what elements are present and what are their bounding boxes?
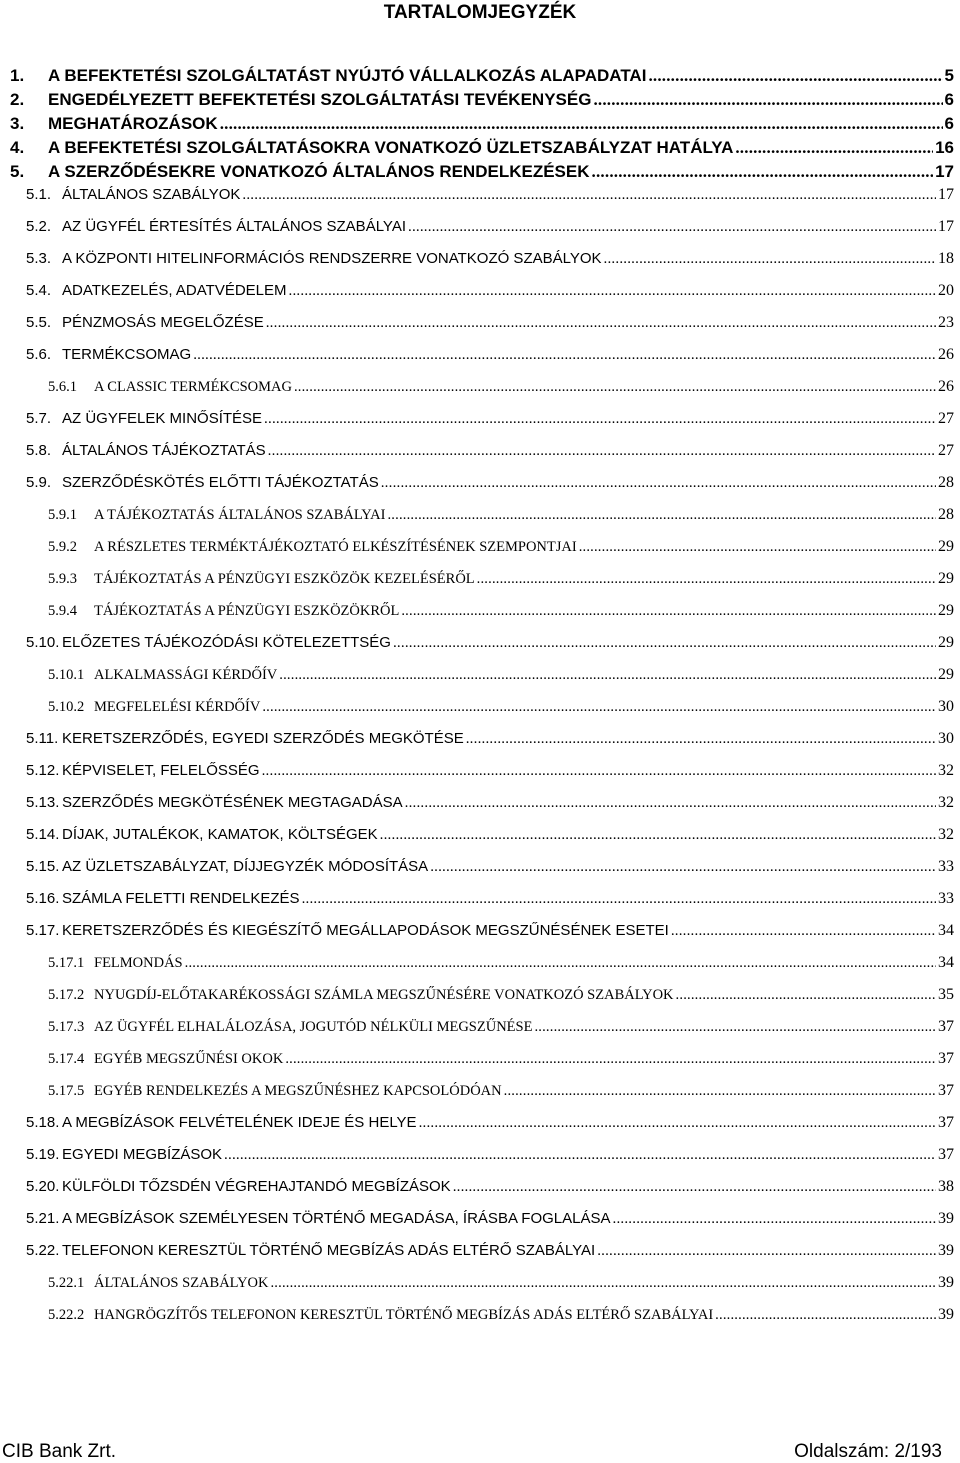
toc-dot-leader (604, 251, 936, 268)
toc-entry[interactable] (0, 1178, 960, 1196)
toc-dot-leader (676, 987, 936, 1004)
toc-entry-number: 5.17.4 (48, 1051, 85, 1067)
toc-entry[interactable] (0, 250, 960, 268)
toc-entry-label: TELEFONON KERESZTÜL TÖRTÉNŐ MEGBÍZÁS ADÁS ELTÉRŐ SZABÁLYAI (62, 1242, 596, 1259)
toc-dot-leader (279, 667, 936, 684)
toc-entry-page: 6 (944, 90, 954, 109)
toc-entry-label: ALKALMASSÁGI KÉRDŐÍV (94, 667, 278, 683)
toc-entry-label: SZERZŐDÉSKÖTÉS ELŐTTI TÁJÉKOZTATÁS (62, 474, 379, 491)
toc-entry-label: FELMONDÁS (94, 955, 183, 971)
toc-entry-number: 5.13. (26, 794, 60, 811)
toc-entry-label: ÁLTALÁNOS TÁJÉKOZTATÁS (62, 442, 266, 459)
toc-entry-label: HANGRÖGZÍTŐS TELEFONON KERESZTÜL TÖRTÉNŐ MEGBÍZÁS ADÁS ELTÉRŐ SZABÁLYAI (94, 1307, 714, 1323)
toc-entry[interactable] (0, 698, 960, 716)
toc-dot-leader (302, 891, 936, 908)
toc-entry-page: 37 (938, 1146, 954, 1163)
toc-entry-label: KÉPVISELET, FELELŐSSÉG (62, 762, 260, 779)
toc-entry-number: 5.17.3 (48, 1019, 85, 1035)
toc-entry-number: 5.22.1 (48, 1275, 85, 1291)
toc-entry[interactable] (0, 186, 960, 204)
toc-entry[interactable] (0, 762, 960, 780)
toc-entry-label: AZ ÜGYFÉL ÉRTESÍTÉS ÁLTALÁNOS SZABÁLYAI (62, 218, 406, 235)
toc-entry[interactable] (0, 410, 960, 428)
toc-entry-label: KÜLFÖLDI TŐZSDÉN VÉGREHAJTANDÓ MEGBÍZÁSOK (62, 1178, 451, 1195)
toc-dot-leader (401, 603, 936, 620)
toc-entry[interactable] (0, 506, 960, 524)
toc-dot-leader (504, 1083, 936, 1100)
toc-entry-label: DÍJAK, JUTALÉKOK, KAMATOK, KÖLTSÉGEK (62, 826, 378, 843)
toc-entry-page: 27 (938, 442, 954, 459)
toc-entry[interactable] (0, 826, 960, 844)
toc-entry[interactable] (0, 90, 960, 110)
toc-entry-page: 28 (938, 474, 954, 491)
toc-entry-number: 5.6.1 (48, 379, 77, 395)
toc-entry-number: 5.3. (26, 250, 52, 267)
toc-entry-label: ÁLTALÁNOS SZABÁLYOK (62, 186, 241, 203)
toc-entry-page: 28 (938, 506, 954, 523)
toc-entry[interactable] (0, 1114, 960, 1132)
toc-entry[interactable] (0, 794, 960, 812)
toc-entry[interactable] (0, 66, 960, 86)
toc-entry-number: 5.22.2 (48, 1307, 85, 1323)
toc-entry-number: 5.21. (26, 1210, 60, 1227)
toc-entry-label: MEGHATÁROZÁSOK (48, 114, 218, 133)
toc-entry-page: 34 (938, 922, 954, 939)
toc-entry-page: 37 (938, 1082, 954, 1099)
toc-entry-page: 37 (938, 1050, 954, 1067)
toc-entry[interactable] (0, 114, 960, 134)
toc-entry-number: 5.6. (26, 346, 52, 363)
toc-dot-leader (408, 219, 936, 236)
toc-entry-label: A MEGBÍZÁSOK FELVÉTELÉNEK IDEJE ÉS HELYE (62, 1114, 417, 1131)
toc-dot-leader (268, 443, 936, 460)
toc-entry-label: SZERZŐDÉS MEGKÖTÉSÉNEK MEGTAGADÁSA (62, 794, 403, 811)
toc-entry-page: 29 (938, 634, 954, 651)
toc-entry-number: 5.22. (26, 1242, 60, 1259)
toc-entry[interactable] (0, 634, 960, 652)
toc-entry-label: EGYÉB RENDELKEZÉS A MEGSZŰNÉSHEZ KAPCSOLÓDÓAN (94, 1083, 502, 1099)
toc-entry-page: 35 (938, 986, 954, 1003)
toc-dot-leader (466, 731, 936, 748)
toc-dot-leader (380, 827, 936, 844)
toc-dot-leader (405, 795, 936, 812)
toc-entry-label: KERETSZERZŐDÉS, EGYEDI SZERZŐDÉS MEGKÖTÉSE (62, 730, 464, 747)
toc-entry-page: 17 (938, 186, 954, 203)
toc-entry-label: SZÁMLA FELETTI RENDELKEZÉS (62, 890, 300, 907)
toc-entry-number: 4. (10, 138, 25, 157)
toc-entry[interactable] (0, 1242, 960, 1260)
page-title: TARTALOMJEGYZÉK (383, 2, 577, 23)
toc-entry-number: 5.17.2 (48, 987, 85, 1003)
toc-dot-leader (613, 1211, 937, 1228)
toc-entry-page: 33 (938, 858, 954, 875)
toc-dot-leader (453, 1179, 936, 1196)
toc-entry-label: A BEFEKTETÉSI SZOLGÁLTATÁSOKRA VONATKOZÓ ÜZLETSZABÁLYZAT HATÁLYA (48, 138, 734, 157)
toc-entry[interactable] (0, 602, 960, 620)
toc-entry-page: 20 (938, 282, 954, 299)
toc-dot-leader (534, 1019, 936, 1036)
toc-dot-leader (262, 699, 936, 716)
toc-entry[interactable] (0, 858, 960, 876)
toc-entry[interactable] (0, 538, 960, 556)
toc-entry-label: A BEFEKTETÉSI SZOLGÁLTATÁST NYÚJTÓ VÁLLALKOZÁS ALAPADATAI (48, 66, 647, 85)
toc-dot-leader (266, 315, 936, 332)
toc-entry-page: 39 (938, 1306, 954, 1323)
toc-dot-leader (592, 162, 934, 182)
toc-entry-page: 16 (935, 138, 954, 157)
toc-entry-number: 5.9.3 (48, 571, 77, 587)
toc-entry-label: A MEGBÍZÁSOK SZEMÉLYESEN TÖRTÉNŐ MEGADÁSA, ÍRÁSBA FOGLALÁSA (62, 1210, 611, 1227)
toc-entry-number: 5.1. (26, 186, 52, 203)
toc-entry-page: 39 (938, 1242, 954, 1259)
toc-entry[interactable] (0, 1274, 960, 1292)
toc-entry-label: TERMÉKCSOMAG (62, 346, 192, 363)
toc-entry-label: ÁLTALÁNOS SZABÁLYOK (94, 1275, 269, 1291)
toc-entry-number: 5.10.2 (48, 699, 85, 715)
toc-entry[interactable] (0, 666, 960, 684)
toc-entry-page: 39 (938, 1210, 954, 1227)
toc-entry-label: AZ ÜZLETSZABÁLYZAT, DÍJJEGYZÉK MÓDOSÍTÁSA (62, 858, 429, 875)
toc-entry[interactable] (0, 1018, 960, 1036)
toc-dot-leader (430, 859, 936, 876)
footer-page-number: Oldalszám: 2/193 (794, 1441, 942, 1462)
toc-entry-number: 5.9. (26, 474, 52, 491)
toc-dot-leader (193, 347, 936, 364)
toc-dot-leader (387, 507, 936, 524)
toc-dot-leader (262, 763, 936, 780)
toc-entry-page: 17 (935, 162, 954, 181)
toc-entry-page: 39 (938, 1274, 954, 1291)
toc-entry-number: 5.2. (26, 218, 52, 235)
toc-entry[interactable] (0, 378, 960, 396)
toc-entry[interactable] (0, 282, 960, 300)
toc-dot-leader (220, 114, 943, 134)
toc-dot-leader (381, 475, 936, 492)
toc-entry-page: 38 (938, 1178, 954, 1195)
toc-entry-number: 5.9.4 (48, 603, 77, 619)
toc-entry-page: 29 (938, 538, 954, 555)
toc-entry-label: NYUGDÍJ-ELŐTAKARÉKOSSÁGI SZÁMLA MEGSZŰNÉSÉRE VONATKOZÓ SZABÁLYOK (94, 987, 674, 1003)
toc-entry-page: 5 (944, 66, 954, 85)
toc-entry-number: 3. (10, 114, 25, 133)
toc-entry-page: 17 (938, 218, 954, 235)
toc-dot-leader (579, 539, 936, 556)
toc-dot-leader (289, 283, 936, 300)
toc-entry-label: A RÉSZLETES TERMÉKTÁJÉKOZTATÓ ELKÉSZÍTÉSÉNEK SZEMPONTJAI (94, 539, 577, 555)
toc-entry[interactable] (0, 570, 960, 588)
toc-dot-leader (264, 411, 936, 428)
toc-entry-label: KERETSZERZŐDÉS ÉS KIEGÉSZÍTŐ MEGÁLLAPODÁSOK MEGSZŰNÉSÉNEK ESETEI (62, 922, 669, 939)
toc-entry-page: 32 (938, 794, 954, 811)
toc-dot-leader (185, 955, 936, 972)
toc-dot-leader (294, 379, 936, 396)
toc-dot-leader (419, 1115, 936, 1132)
toc-entry-number: 5.15. (26, 858, 60, 875)
toc-entry-number: 1. (10, 66, 25, 85)
toc-entry[interactable] (0, 1210, 960, 1228)
toc-entry-number: 5.7. (26, 410, 52, 427)
toc-entry-label: A KÖZPONTI HITELINFORMÁCIÓS RENDSZERRE VONATKOZÓ SZABÁLYOK (62, 250, 602, 267)
toc-entry-page: 33 (938, 890, 954, 907)
toc-dot-leader (597, 1243, 936, 1260)
toc-entry-page: 23 (938, 314, 954, 331)
toc-dot-leader (224, 1147, 936, 1164)
toc-entry-label: EGYEDI MEGBÍZÁSOK (62, 1146, 223, 1163)
toc-entry-number: 5.18. (26, 1114, 60, 1131)
toc-entry[interactable] (0, 346, 960, 364)
toc-entry-label: A TÁJÉKOZTATÁS ÁLTALÁNOS SZABÁLYAI (94, 507, 386, 523)
toc-entry-page: 29 (938, 666, 954, 683)
toc-entry-number: 5.14. (26, 826, 60, 843)
toc-entry-page: 6 (944, 114, 954, 133)
toc-dot-leader (715, 1307, 936, 1324)
footer-company: CIB Bank Zrt. (2, 1441, 117, 1462)
toc-entry[interactable] (0, 986, 960, 1004)
toc-entry[interactable] (0, 1306, 960, 1324)
toc-dot-leader (648, 66, 942, 86)
toc-entry-number: 5.4. (26, 282, 52, 299)
toc-entry-page: 27 (938, 410, 954, 427)
toc-entry-number: 5.9.2 (48, 539, 77, 555)
toc-entry-label: TÁJÉKOZTATÁS A PÉNZÜGYI ESZKÖZÖKRŐL (94, 603, 400, 619)
toc-dot-leader (593, 90, 942, 110)
toc-entry-number: 5.8. (26, 442, 52, 459)
toc-entry-number: 5.5. (26, 314, 52, 331)
toc-entry-label: A CLASSIC TERMÉKCSOMAG (94, 379, 292, 395)
toc-entry-number: 2. (10, 90, 25, 109)
toc-entry[interactable] (0, 1146, 960, 1164)
toc-entry[interactable] (0, 1082, 960, 1100)
toc-entry-number: 5.12. (26, 762, 60, 779)
toc-entry-label: ENGEDÉLYEZETT BEFEKTETÉSI SZOLGÁLTATÁSI TEVÉKENYSÉG (48, 90, 592, 109)
toc-entry[interactable] (0, 314, 960, 332)
toc-entry-page: 30 (938, 698, 954, 715)
toc-entry-label: TÁJÉKOZTATÁS A PÉNZÜGYI ESZKÖZÖK KEZELÉSÉRŐL (94, 571, 475, 587)
toc-entry-page: 37 (938, 1018, 954, 1035)
toc-entry[interactable] (0, 442, 960, 460)
toc-entry-label: AZ ÜGYFELEK MINŐSÍTÉSE (62, 410, 263, 427)
toc-entry-page: 29 (938, 602, 954, 619)
toc-dot-leader (671, 923, 936, 940)
toc-entry-number: 5.10.1 (48, 667, 85, 683)
toc-entry-label: A SZERZŐDÉSEKRE VONATKOZÓ ÁLTALÁNOS RENDELKEZÉSEK (48, 162, 590, 181)
toc-entry[interactable] (0, 162, 960, 182)
page-footer (0, 1441, 960, 1463)
toc-entry[interactable] (0, 890, 960, 908)
toc-entry-page: 26 (938, 346, 954, 363)
toc-entry-label: ELŐZETES TÁJÉKOZÓDÁSI KÖTELEZETTSÉG (62, 634, 391, 651)
toc-entry-page: 32 (938, 762, 954, 779)
toc-entry-page: 37 (938, 1114, 954, 1131)
toc-entry-number: 5.10. (26, 634, 60, 651)
toc-entry-number: 5.19. (26, 1146, 60, 1163)
toc-entry-label: AZ ÜGYFÉL ELHALÁLOZÁSA, JOGUTÓD NÉLKÜLI MEGSZŰNÉSE (94, 1019, 533, 1035)
toc-dot-leader (285, 1051, 936, 1068)
toc-entry[interactable] (0, 954, 960, 972)
toc-entry-number: 5.11. (26, 730, 59, 747)
toc-entry-page: 29 (938, 570, 954, 587)
toc-entry[interactable] (0, 922, 960, 940)
toc-entry-number: 5.17.5 (48, 1083, 85, 1099)
toc-entry-label: ADATKEZELÉS, ADATVÉDELEM (62, 282, 287, 299)
toc-entry-page: 34 (938, 954, 954, 971)
toc-entry-number: 5.20. (26, 1178, 60, 1195)
toc-entry[interactable] (0, 138, 960, 158)
toc-entry[interactable] (0, 730, 960, 748)
toc-entry-number: 5.16. (26, 890, 60, 907)
toc-dot-leader (477, 571, 936, 588)
toc-dot-leader (270, 1275, 936, 1292)
toc-entry-number: 5. (10, 162, 25, 181)
toc-entry-page: 26 (938, 378, 954, 395)
toc-entry-label: MEGFELELÉSI KÉRDŐÍV (94, 699, 261, 715)
toc-entry-number: 5.9.1 (48, 507, 77, 523)
toc-dot-leader (393, 635, 936, 652)
toc-entry-label: PÉNZMOSÁS MEGELŐZÉSE (62, 314, 264, 331)
toc-entry-number: 5.17.1 (48, 955, 85, 971)
toc-entry-label: EGYÉB MEGSZŰNÉSI OKOK (94, 1051, 284, 1067)
toc-entry-page: 32 (938, 826, 954, 843)
toc-entry[interactable] (0, 474, 960, 492)
toc-entry-page: 30 (938, 730, 954, 747)
toc-entry[interactable] (0, 218, 960, 236)
toc-entry-page: 18 (938, 250, 954, 267)
toc-dot-leader (735, 138, 933, 158)
toc-dot-leader (242, 187, 936, 204)
toc-entry-number: 5.17. (26, 922, 60, 939)
toc-entry[interactable] (0, 1050, 960, 1068)
